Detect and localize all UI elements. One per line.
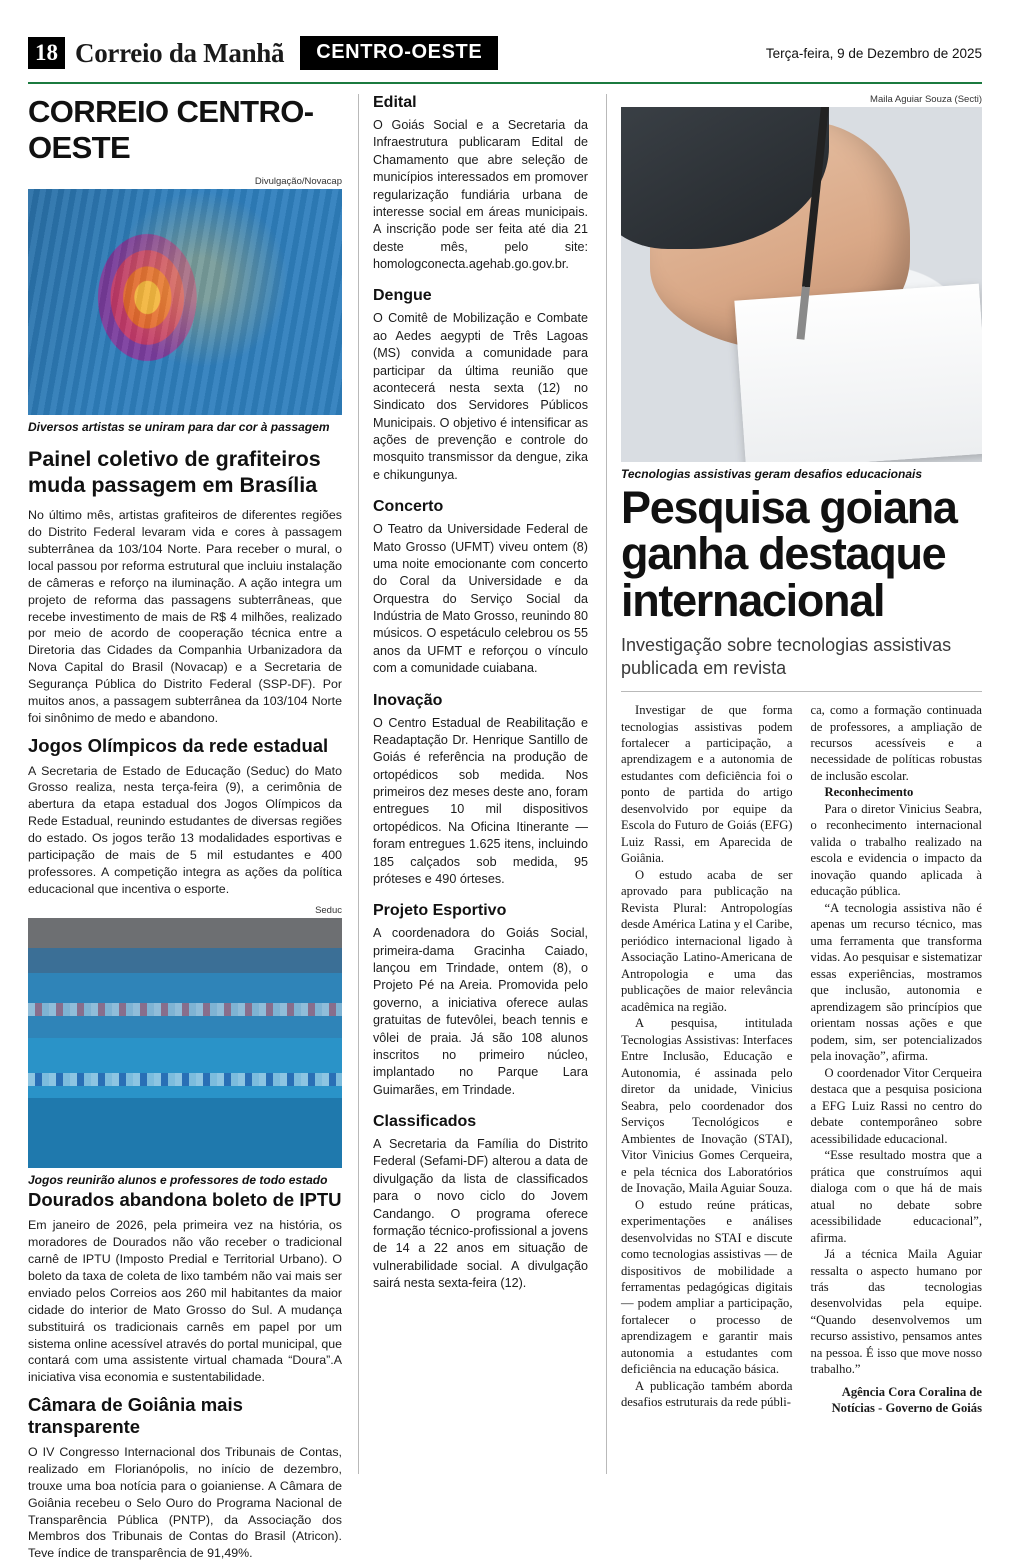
feature-paragraph: O coordenador Vitor Cerqueira destaca que a pesquisa posiciona a EFG Luiz Rassi no centro do debate contemporâneo sobre acessibilidade educacional.: [810, 1065, 982, 1146]
left-section: [28, 94, 588, 1561]
section-tag: CENTRO-OESTE: [300, 36, 498, 70]
page-number: 18: [28, 37, 65, 69]
pool-photo-credit: Seduc: [315, 905, 342, 917]
feature-paragraph: ca, como a formação continuada de professores, a ampliação de recursos acessíveis e a necessidade de políticas robustas de inclusão escolar.: [810, 703, 982, 783]
feature-column-2: [811, 702, 983, 1417]
story-4-title: Câmara de Goiânia mais transparente: [28, 1394, 243, 1438]
feature-photo-caption: Tecnologias assistivas geram desafios educacionais: [621, 467, 923, 481]
story-2-text: A Secretaria de Estado de Educação (Seduc) do Mato Grosso realiza, nesta terça-feira (9), a cerimônia de abertura da etapa estadual dos Jogos Olímpicos da Rede Estadual, reunindo estudantes de diversas regiões do estado. Os jogos terão 13 modalidades esportivas e participação de mais de 5 mil estudantes e 400 professores. A competição integra as ações da política educacional que incentiva o esporte.: [28, 763, 342, 896]
brief-text: A coordenadora do Goiás Social, primeira-dama Gracinha Caiado, lançou em Trindade, ontem (8), o Projeto Pé na Areia. Promovida pelo governo, a iniciativa oferece aulas gratuitas de futevôlei, beach tennis e vôlei de praia. Já são 108 alunos inscritos no primeiro núcleo, implantado no Parque Lara Guimarães, em Trindade.: [373, 926, 588, 1097]
feature-headline: Pesquisa goiana ganha destaque internacional: [621, 482, 957, 626]
brief-text: O Teatro da Universidade Federal de Mato Grosso (UFMT) viveu ontem (8) uma noite emocionante com concerto do Coral da Universidade e da Orquestra do Serviço Social da Indústria de Mato Grosso, reunindo 80 músicos. O espetáculo celebrou os 55 anos da UFMT e reforçou o vínculo com a comunidade cuiabana.: [373, 522, 588, 676]
feature-paragraph: Já a técnica Maila Aguiar ressalta o aspecto humano por trás das tecnologias desenvolvidas pela equipe. “Quando desenvolvemos um recurso assistivo, pensamos antes na pessoa. É isso que move nosso trabalho.”: [810, 1247, 982, 1377]
feature-paragraph: A publicação também aborda desafios estruturais da rede públi-: [621, 1378, 793, 1410]
photo-paper-shape: [734, 283, 982, 462]
mural-photo-credit: Divulgação/Novacap: [254, 176, 342, 187]
section-super-headline: CORREIO CENTRO-OESTE: [28, 94, 314, 165]
brief-text: O Centro Estadual de Reabilitação e Readaptação Dr. Henrique Santillo de Goiás é referência na produção de ortopédicos sob medida. Nos primeiros dez meses deste ano, foram entregues 10 mil dispositivos ortopédicos. Na Oficina Itinerante — foram entregues 1.625 itens, incluindo 185 calçados sob medida, 95 próteses e 490 órteses.: [373, 715, 588, 886]
mural-photo-caption: Diversos artistas se uniram para dar cor à passagem: [28, 420, 330, 434]
feature-column-1: [621, 702, 793, 1417]
brief-text: A Secretaria da Família do Distrito Federal (Sefami-DF) alterou a data de divulgação da lista de classificados para o novo ciclo do Jovem Candango. O programa oferece formação técnico-profissional a jovens de 14 a 22 anos em situação de vulnerabilidade social. A divulgação sairá nesta sexta-feira (12).: [373, 1137, 588, 1290]
feature-photo-credit: Maila Aguiar Souza (Secti): [870, 94, 982, 105]
feature-paragraph: “A tecnologia assistiva não é apenas um recurso técnico, mas uma ferramenta que transforma vidas. Ao pesquisar e sistematizar essas experiências, mostramos que inclusão, autonomia e aprendizagem são princípios que orientam nossas ações e que podem, sim, ser potencializados pela inovação”, afirma.: [810, 900, 982, 1064]
feature-paragraph: O estudo acaba de ser aprovado para publicação na Revista Plural: Antropologías desde América Latina y el Caribe, periódico internacional ligado à Associação Latino-Americana de Antropologia e uma das publicações de maior relevância acadêmica na região.: [621, 867, 793, 1014]
feature-columns: [621, 691, 982, 1417]
feature-paragraph: “Esse resultado mostra que a prática que construímos aqui dialoga com o que há de mais atual no debate sobre acessibilidade educacional”, afirma.: [810, 1148, 982, 1245]
lead-story-text: No último mês, artistas grafiteiros de diferentes regiões do Distrito Federal levaram vida e cores à passagem subterrânea da 103/104 Norte. Para receber o mural, o local passou por reforma estrutural que incluiu instalação de câmeras e reforço na iluminação. A ação integra um projeto de reforma das passagens subterrâneas, que recebe investimento de mais de R$ 4 milhões, realizado por meio de acordo de cooperação técnica entre a Diretoria das Cidades da Companhia Urbanizadora da Nova Capital do Brasil (Novacap) e a Secretaria de Segurança Pública do Distrito Federal (SSP-DF). Por muitos anos, a passagem subterrânea da 103/104 Norte foi sinônimo de medo e abandono.: [28, 508, 342, 725]
page-body: [28, 94, 982, 1561]
brief-title: Inovação: [373, 691, 443, 709]
paper-name: Correio da Manhã: [75, 37, 285, 68]
brief-title: Projeto Esportivo: [373, 902, 507, 920]
feature-paragraph: Para o diretor Vinicius Seabra, o reconhecimento internacional valida o trabalho realizado na escola e evidencia o impacto da inovação quando aplicada à educação pública.: [810, 801, 982, 899]
pool-photo: [28, 918, 342, 1168]
lead-story-headline: Painel coletivo de grafiteiros muda passagem em Brasília: [28, 447, 321, 498]
feature-subhead: Reconhecimento: [824, 785, 914, 800]
brief-title: Concerto: [373, 498, 444, 516]
mural-photo: [28, 189, 342, 415]
feature-paragraph: A pesquisa, intitulada Tecnologias Assistivas: Interfaces Entre Inclusão, Educação e Autonomia, é assinada pelo diretor da unidade, Vinicius Seabra, pelo coordenador dos Serviços Tecnológicos e Ambientes de Inovação (STAI), Vitor Vinicius Gomes Cerqueira, e pela técnica dos Laboratórios de Inovação, Maila Aguiar Souza.: [621, 1016, 793, 1196]
brief-text: O Goiás Social e a Secretaria da Infraestrutura publicaram Edital de Chamamento que abre seleção de municípios interessados em promover regularização fundiária urbana de interesse social em áreas municipais. A inscrição pode ser feita até dia 21 deste mês, pelo site: homologconecta.agehab.go.gov.br.: [373, 118, 588, 271]
pool-photo-caption: Jogos reunirão alunos e professores de todo estado: [28, 1173, 328, 1188]
masthead: [28, 36, 982, 78]
masthead-rule: [28, 82, 982, 84]
feature-signoff: Agência Cora Coralina de Notícias - Governo de Goiás: [831, 1384, 982, 1416]
story-3-text: Em janeiro de 2026, pela primeira vez na história, os moradores de Dourados não vão receber o tradicional carnê de IPTU (Imposto Predial e Territorial Urbano). O boleto da taxa de coleta de lixo também não vai mais ser enviado pelos Correios aos 260 mil habitantes da maior cidade do interior de Mato Grosso do Sul. A mudança substituirá os tradicionais carnês em papel por um sistema online acessível através do portal municipal, que contará com uma assistente virtual chamada “Doura”.A iniciativa visa economia e sustentabilidade.: [28, 1218, 342, 1385]
brief-text: O Comitê de Mobilização e Combate ao Aedes aegypti de Três Lagoas (MS) convida a comunidade para participar da última reunião que acontecerá nesta sexta (12) no Sindicato dos Servidores Públicos Municipais. O objetivo é intensificar as ações de prevenção e controle do mosquito transmissor da dengue, zika e chikungunya.: [373, 311, 588, 482]
brief-title: Edital: [373, 94, 417, 111]
feature-deck: Investigação sobre tecnologias assistivas publicada em revista: [621, 635, 952, 678]
feature-paragraph: Investigar de que forma tecnologias assistivas podem fortalecer a participação, a aprendizagem e a autonomia de estudantes com deficiência foi o ponto de partida do artigo desenvolvido por equipe da Escola do Futuro de Goiás (EFG) Luiz Rassi, em Aparecida de Goiânia.: [621, 703, 793, 866]
column-a: [28, 94, 358, 1561]
brief-title: Dengue: [373, 287, 432, 305]
feature-paragraph: O estudo reúne práticas, experimentações e análises desenvolvidas no STAI e discute como tecnologias assistivas — de dispositivos de mobilidade a ferramentas pedagógicas digitais — podem ampliar a participação, fortalecer o processo de aprendizagem e garantir mais autonomia a estudantes com deficiência na educação básica.: [621, 1197, 793, 1377]
brief-title: Classificados: [373, 1113, 477, 1130]
story-2-title: Jogos Olímpicos da rede estadual: [28, 734, 329, 756]
column-b-briefs: [358, 94, 588, 1474]
issue-date: Terça-feira, 9 de Dezembro de 2025: [765, 45, 982, 61]
feature-photo: [621, 107, 982, 462]
feature-section: [606, 94, 982, 1474]
story-3-title: Dourados abandona boleto de IPTU: [28, 1189, 342, 1211]
story-4-text: O IV Congresso Internacional dos Tribunais de Contas, realizado em Florianópolis, no início de dezembro, trouxe uma boa notícia para o goianiense. A Câmara de Goiânia recebeu o Selo Ouro do Programa Nacional de Transparência Pública (PNTP), da Associação dos Membros dos Tribunais de Contas do Brasil (Atricon). Teve índice de transparência de 91,49%.: [28, 1445, 342, 1561]
